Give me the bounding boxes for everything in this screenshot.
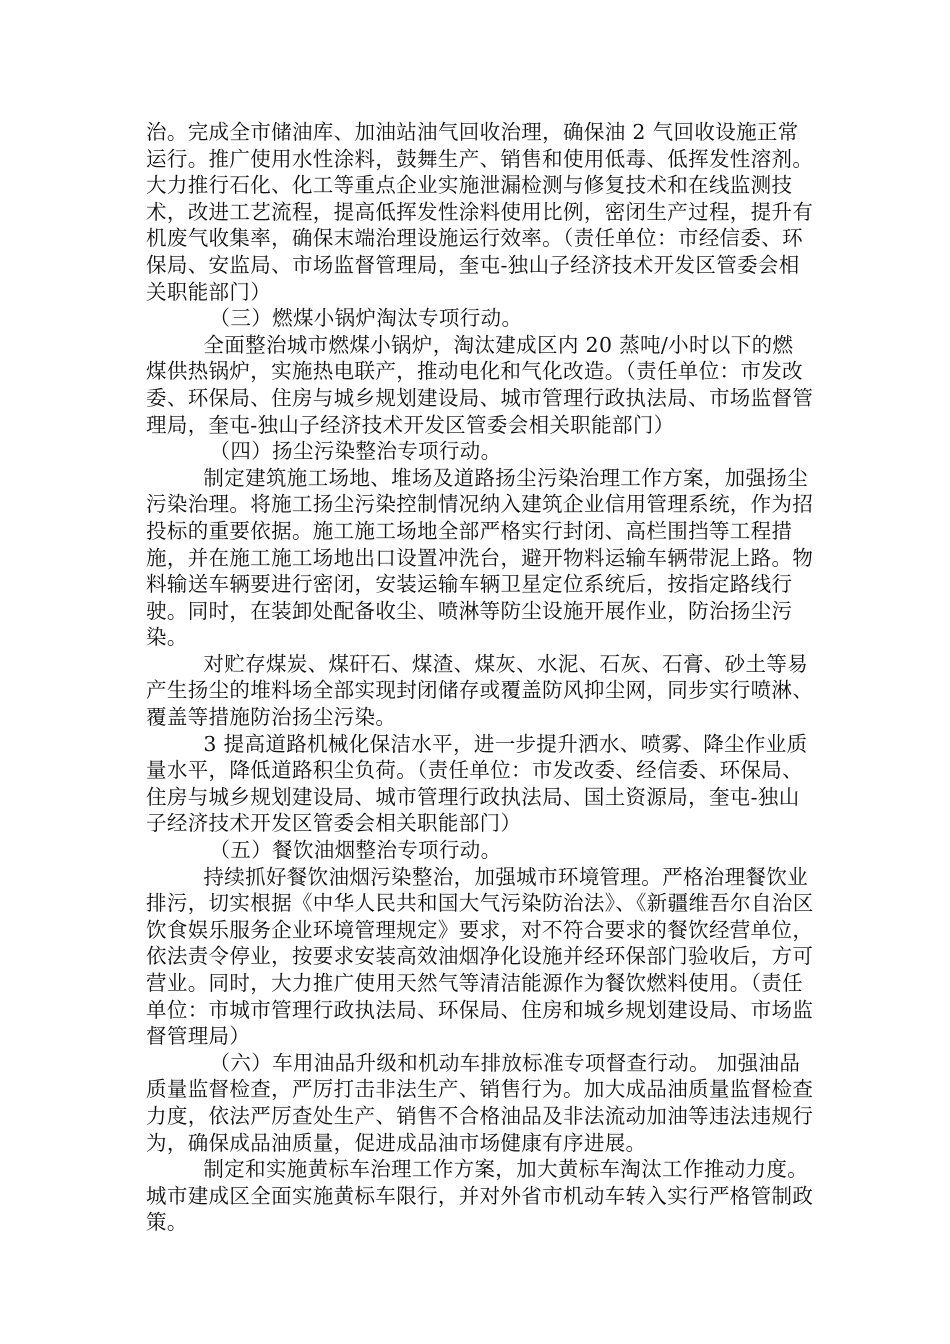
paragraph-stockpile-dust: 对贮存煤炭、煤矸石、煤渣、煤灰、水泥、石灰、石膏、砂土等易产生扬尘的堆料场全部实现封闭储存或覆盖防风抑尘网，同步实行喷淋、覆盖等措施防治扬尘污染。 bbox=[146, 651, 814, 730]
section-heading-dust-control: （四）扬尘污染整治专项行动。 bbox=[209, 439, 502, 464]
paragraph-road-cleaning: 3 提高道路机械化保洁水平，进一步提升洒水、喷雾、降尘作业质量水平，降低道路积尘负荷。（责任单位：市发改委、经信委、环保局、住房与城乡规划建设局、城市管理行政执法局、国土资源局，奎屯-独山子经济技术开发区管委会相关职能部门） bbox=[146, 731, 808, 836]
section-heading-fuel-quality: （六）车用油品升级和机动车排放标准专项督查行动。 加强油品质量监督检查，严厉打击非法生产、销售行为。加大成品油质量监督检查力度，依法严厉查处生产、销售不合格油品及非法流动加油等违法违规行为，确保成品油质量，促进成品油市场健康有序进展。 bbox=[146, 1050, 814, 1155]
section-heading-catering-fumes: （五）餐饮油烟整治专项行动。 bbox=[209, 838, 502, 863]
paragraph-construction-dust: 制定建筑施工场地、堆场及道路扬尘污染治理工作方案，加强扬尘污染治理。将施工扬尘污染控制情况纳入建筑企业信用管理系统，作为招投标的重要依据。施工施工场地全部严格实行封闭、高栏围挡等工程措施，并在施工施工场地出口设置冲洗台，避开物料运输车辆带泥上路。物料输送车辆要进行密闭，安装运输车辆卫星定位系统后，按指定路线行驶。同时，在装卸处配备收尘、喷淋等防尘设施开展作业，防治扬尘污染。 bbox=[146, 465, 814, 650]
paragraph-vocs-control: 治。完成全市储油库、加油站油气回收治理，确保油 2 气回收设施正常运行。推广使用水性涂料，鼓舞生产、销售和使用低毒、低挥发性溶剂。大力推行石化、化工等重点企业实施泄漏检测与修复技术和在线监测技术，改进工艺流程，提高低挥发性涂料使用比例，密闭生产过程，提升有机废气收集率，确保末端治理设施运行效率。（责任单位：市经信委、环保局、安监局、市场监督管理局，奎屯-独山子经济技术开发区管委会相关职能部门） bbox=[146, 120, 814, 304]
paragraph-catering-fumes: 持续抓好餐饮油烟污染整治，加强城市环境管理。严格治理餐饮业排污，切实根据《中华人民共和国大气污染防治法》、《新疆维吾尔自治区饮食娱乐服务企业环境管理规定》要求，对不符合要求的餐饮经营单位，依法责令停业，按要求安装高效油烟净化设施并经环保部门验收后，方可营业。同时，大力推广使用天然气等清洁能源作为餐饮燃料使用。（责任单位：市城市管理行政执法局、环保局、住房和城乡规划建设局、市场监督管理局） bbox=[146, 864, 814, 1049]
paragraph-coal-boilers: 全面整治城市燃煤小锅炉，淘汰建成区内 20 蒸吨/小时以下的燃煤供热锅炉，实施热电联产，推动电化和气化改造。（责任单位：市发改委、环保局、住房与城乡规划建设局、城市管理行政执法局、市场监督管理局，奎屯-独山子经济技术开发区管委会相关职能部门） bbox=[146, 332, 814, 437]
paragraph-yellow-label-vehicles: 制定和实施黄标车治理工作方案，加大黄标车淘汰工作推动力度。城市建成区全面实施黄标车限行，并对外省市机动车转入实行严格管制政策。 bbox=[146, 1157, 814, 1235]
document-body bbox=[146, 119, 814, 1236]
section-heading-coal-boilers: （三）燃煤小锅炉淘汰专项行动。 bbox=[209, 306, 523, 331]
